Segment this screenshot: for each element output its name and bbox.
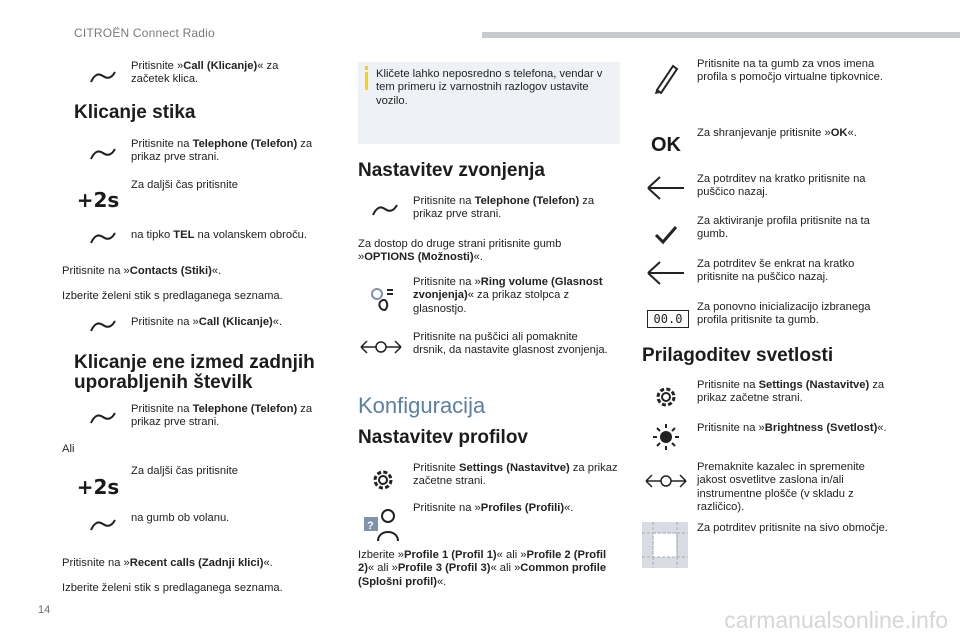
heading-recent-1: Klicanje ene izmed zadnjih [74, 352, 315, 373]
grey-area-icon [642, 522, 688, 568]
step-hold-2: Za daljši čas pritisnite [131, 465, 238, 477]
slider-arrows-icon [358, 330, 404, 364]
step-confirm-back-2: Za potrditev še enkrat na kratko pritisnite na puščico nazaj. [697, 258, 855, 284]
step-brightness: Pritisnite na »Brightness (Svetlost)«. [697, 422, 887, 434]
reset-icon: 00.0 [644, 302, 692, 336]
header-bar [482, 32, 960, 38]
step-settings: Pritisnite Settings (Nastavitve) za prikaz začetne strani. [413, 462, 618, 488]
step-adjust-volume: Pritisnite na puščici ali pomaknite drsnik, da nastavite glasnost zvonjenja. [413, 331, 608, 357]
touch-icon [82, 221, 124, 255]
heading-profiles: Nastavitev profilov [358, 427, 528, 448]
ring-volume-icon [360, 283, 402, 317]
step-telephone: Pritisnite na Telephone (Telefon) za prikaz prve strani. [131, 138, 313, 164]
back-arrow-icon [643, 256, 689, 290]
page-number: 14 [38, 604, 51, 616]
touch-icon [82, 60, 124, 94]
step-adjust-brightness: Premaknite kazalec in spremenite jakost osvetlitve zaslona in/ali instrumentne plošče (v skladu z različico). [697, 461, 865, 514]
para-recent-calls: Pritisnite na »Recent calls (Zadnji klici)«. [62, 557, 273, 569]
hold-2s-icon: +2s [76, 188, 120, 212]
heading-brightness: Prilagoditev svetlosti [642, 345, 834, 366]
ok-icon: OK [651, 133, 681, 156]
step-wheel-button: na gumb ob volanu. [131, 512, 230, 524]
touch-icon [82, 137, 124, 171]
step-hold: Za daljši čas pritisnite [131, 179, 238, 191]
step-activate-profile: Za aktiviranje profila pritisnite na ta gumb. [697, 215, 870, 241]
step-profiles: Pritisnite na »Profiles (Profili)«. [413, 502, 574, 514]
pencil-icon [644, 60, 686, 94]
para-options: Za dostop do druge strani pritisnite gumb »OPTIONS (Možnosti)«. [358, 238, 562, 264]
brightness-icon [645, 420, 687, 454]
step-reset-profile: Za ponovno inicializacijo izbranega profila pritisnite ta gumb. [697, 301, 871, 327]
heading-recent-2: uporabljenih številk [74, 372, 253, 393]
step-ring-volume: Pritisnite na »Ring volume (Glasnost zvonjenja)« za prikaz stolpca z glasnostjo. [413, 276, 603, 315]
heading-ringtone: Nastavitev zvonjenja [358, 160, 545, 181]
svg-text:?: ? [367, 520, 374, 532]
touch-icon [364, 193, 406, 227]
touch-icon [82, 508, 124, 542]
touch-icon [82, 309, 124, 343]
heading-klicanje-stika: Klicanje stika [74, 102, 196, 123]
step-telephone-2: Pritisnite na Telephone (Telefon) za prikaz prve strani. [131, 403, 313, 429]
step-call-2: Pritisnite na »Call (Klicanje)«. [131, 316, 283, 328]
step-save-ok: Za shranjevanje pritisnite »OK«. [697, 127, 857, 139]
step-brightness-settings: Pritisnite na Settings (Nastavitve) za prikaz začetne strani. [697, 379, 885, 405]
info-note-box [358, 62, 620, 144]
info-icon [365, 66, 368, 70]
manual-header-title: CITROËN Connect Radio [74, 26, 215, 40]
para-select-contact-2: Izberite želeni stik s predlaganega seznama. [62, 582, 283, 594]
info-note-text: Kličete lahko neposredno s telefona, vendar v tem primeru iz varnostnih razlogov ustavite vozilo. [376, 68, 603, 107]
slider-arrows-icon [643, 464, 689, 498]
watermark: carmanualsonline.info [724, 607, 948, 633]
touch-icon [82, 401, 124, 435]
step-confirm-back: Za potrditev na kratko pritisnite na puščico nazaj. [697, 173, 866, 199]
settings-gear-icon [362, 463, 404, 497]
para-select-profile: Izberite »Profile 1 (Profil 1)« ali »Profile 2 (Profil 2)« ali »Profile 3 (Profil 3)« ali »Common profile (Splošni profil)«. [358, 549, 607, 588]
step-ring-telephone: Pritisnite na Telephone (Telefon) za prikaz prve strani. [413, 195, 595, 221]
step-enter-name: Pritisnite na ta gumb za vnos imena profila s pomočjo virtualne tipkovnice. [697, 58, 883, 84]
hold-2s-icon: +2s [76, 475, 120, 499]
step-confirm-grey: Za potrditev pritisnite na sivo območje. [697, 522, 888, 534]
para-contacts: Pritisnite na »Contacts (Stiki)«. [62, 265, 222, 277]
profile-icon [360, 508, 402, 542]
back-arrow-icon [643, 171, 689, 205]
para-ali: Ali [62, 443, 75, 455]
step-call: Pritisnite »Call (Klicanje)« za začetek klica. [131, 60, 279, 86]
settings-gear-icon [645, 380, 687, 414]
para-select-contact: Izberite želeni stik s predlaganega seznama. [62, 290, 283, 302]
heading-configuration: Konfiguracija [358, 393, 486, 418]
step-tel-key: na tipko TEL na volanskem obroču. [131, 229, 307, 241]
checkmark-icon [645, 217, 687, 251]
info-icon-stem [365, 72, 368, 90]
